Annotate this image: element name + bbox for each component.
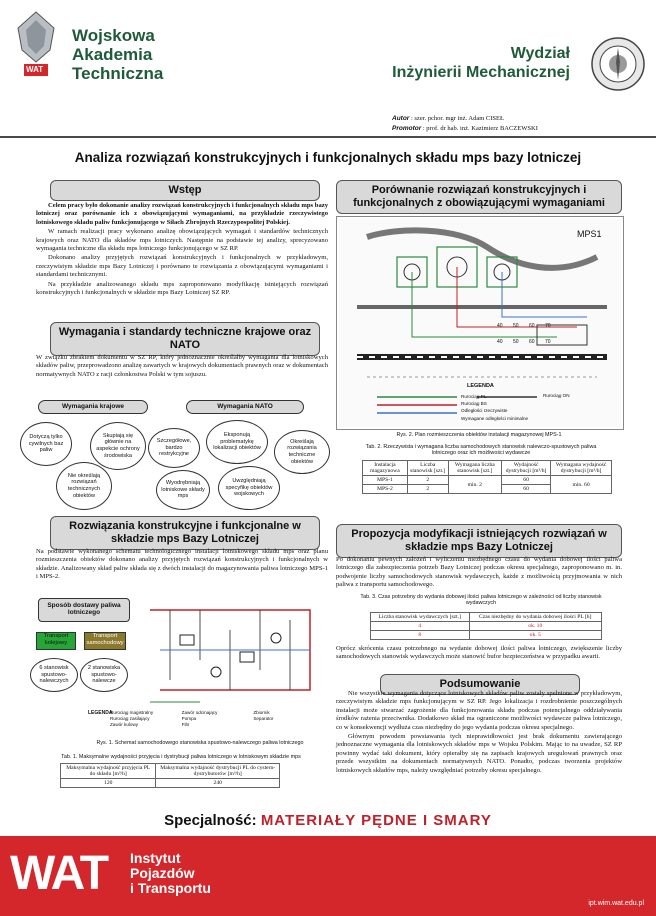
fig1-legend-title: LEGENDA [88, 710, 113, 716]
poster-title: Analiza rozwiązań konstrukcyjnych i funkcjonalnych składu mps bazy lotniczej [74, 150, 582, 165]
speciality-line: Specjalność: MATERIAŁY PĘDNE I SMARY [164, 812, 492, 829]
fig2-caption: Rys. 2. Plan rozmieszczenia obiektów instalacji magazynowej MPS-1 [396, 432, 562, 438]
bubble-nato-1: Szczegółowe, bardzo restrykcyjne [148, 428, 200, 468]
table1: Maksymalna wydajność przyjęcia PL do składu [m³/h] Maksymalna wydajność dystrybucji PL do cystern-dystrybutorów [m³/h] 120 240 [60, 763, 280, 788]
institute-name: Instytut Pojazdów i Transportu [130, 850, 211, 896]
podsumowanie-text: Nie wszystkie wymagania dotyczące lotniskowych składów paliw zostały spełnione w przykładowym, rzeczywistym składzie mps funkcjonującym w SZ RP. Jego lokalizacja i rozdrobnienie poszczególnych instalacji może stwarzać zagrożenie dla funkcjonowania składu podczas potencjalnego oddziaływania środków rażenia przeciwnika. Dodatkowo skład ma ograniczone możliwości wydawcze paliwa lotniczego, co w konsekwencji wydłuża czas niezbędny do jego wydania podczas okresu specjalnego. Głównym powodem powstawania tych nieprawidłowości jest brak dokumentu zawierającego jednoznaczne wymagania dla lotniskowych składów mps w Wojsku Polskim. Mając to na uwadze, SZ RP powinny wydać taki dokument, który opierałby się na zapisach krajowych uregulowań prawnych oraz przede wszystkim na dokumentach normatywnych NATO. Ponadto, podczas tworzenia projektów lotniskowych składów mps, należy uwzględniać potrzeby okresu specjalnego. [336, 690, 622, 774]
map-distance-8: 70 [545, 339, 551, 345]
bubble-nato-2: Wyodrębniają lotniskowe składy mps [156, 470, 210, 510]
rail-transport-box: Transport kolejowy [36, 632, 76, 650]
institute-url: ipt.wim.wat.edu.pl [588, 900, 644, 907]
table2: Instalacja magazynowa Liczba stanowisk [szt.] Wymagana liczba stanowisk [szt.] Wydajność dystrybucji [m³/h] Wymagana wydajność dystrybucji [m³/h] MPS-1 2 min. 2 60 min. 60 MPS-2 2 60 [362, 460, 612, 494]
table3-caption: Tab. 3. Czas potrzebny do wydania dobowej ilości paliwa lotniczego w zależności od liczby stanowisk wydawczych [360, 594, 602, 606]
propozycja-text: Po dokonaniu pewnych założeń i wyliczeniu niezbędnego czasu do wydania dobowej ilości paliwa lotniczego dla zabezpieczenia potrzeb Bazy Lotniczej podczas okresu specjalnego, zaproponowano m. in. podwojenie liczby samochodowych stanowisk wydawczych, każde z możliwością przyjmowania w nich paliwa z transportu samochodowego. [336, 556, 622, 589]
table2-caption: Tab. 2. Rzeczywista i wymagana liczba samochodowych stanowisk nalewczo-spustowych paliwa lotniczego oraz ich możliwości wydawcze [365, 444, 597, 456]
wat-eagle-emblem [6, 6, 66, 86]
wstep-text: Celem pracy było dokonanie analizy rozwiązań konstrukcyjnych i funkcjonalnych składu mps bazy lotniczej oraz porównanie ich z obowiązującymi wymaganiami, na przykładzie rzeczywistego lotniskowego składu paliw funkcjonującego w Siłach Zbrojnych Rzeczypospolitej Polskiej. W ramach realizacji pracy wykonano analizę obowiązujących wymagań i standardów technicznych krajowych oraz NATO dla składów mps lotniczych. Następnie na podstawie tej analizy, sprecyzowano wymagania techniczne dla składu mps lotniczego funkcjonującego w SZ RP. Dokonano analizy przyjętych rozwiązań konstrukcyjnych i funkcjonalnych w przykładowym, rzeczywistym składzie mps Bazy Lotniczej i porównano te rozwiązania z obowiązującymi wymaganiami i standardami technicznymi. Na przykładzie analizowanego składu mps zaproponowano modyfikację istniejących rozwiązań konstrukcyjnych i funkcjonalnych w składzie mps Bazy Lotniczej SZ RP. [36, 202, 328, 297]
map-legend-on: Rurociąg ON [543, 393, 570, 398]
map-distance-4: 70 [545, 323, 551, 329]
section-heading-propozycja: Propozycja modyfikacji istniejących rozwiązań w składzie mps Bazy Lotniczej [336, 524, 622, 558]
table3: Liczba stanowisk wydawczych [szt.] Czas niezbędny do wydania dobowej ilości PL [h] 4 ok. 10 8 ok. 5 [370, 612, 602, 640]
section-heading-wymagania: Wymagania i standardy techniczne krajowe oraz NATO [50, 322, 320, 356]
road-stations-bubble: 2 stanowiska spustowo-nalewcze [80, 658, 128, 692]
wymagania-text: W związku zbrakiem dokumentu w SZ RP, który jednoznacznie określałby wymagania dla lotniskowych składów paliw, przeprowadzono analizę zawartych w krajowych dokumentach prawnych oraz w dokumentach normatywnych NATO z racji członkostwa Polski w tym sojuszu. [36, 354, 328, 378]
map-distance-5: 40 [497, 339, 503, 345]
bubble-nato-5: Określają rozwiązania techniczne obiektów [274, 430, 330, 474]
bubble-nato-3: Eksponują problematykę lokalizacji obiektów [206, 420, 268, 464]
section-heading-porownanie: Porównanie rozwiązań konstrukcyjnych i funkcjonalnych z obowiązującymi wymaganiami [336, 180, 622, 214]
map-distance-7: 60 [529, 339, 535, 345]
header-divider [0, 136, 656, 138]
rozwiazania-text: Na podstawie wykonanego schematu technologicznego instalacji lotniskowego składu mps oraz planu rozmieszczenia obiektów dokonano analizy przyjętych rozwiązań konstrukcyjnych i funkcjonalnych w składzie. Analizowany skład paliw składa się z dwóch instalacji do magazynowania paliwa lotniczego MPS-1 i MPS-2. [36, 548, 328, 581]
faculty-seal-icon [590, 36, 646, 92]
bubble-krajowe-3: Skupiają się głównie na aspekcie ochrony środowiska [90, 422, 146, 470]
site-plan-map [336, 216, 624, 430]
nato-label: Wymagania NATO [186, 400, 304, 414]
map-distance-6: 50 [513, 339, 519, 345]
table1-caption: Tab. 1. Maksymalne wydajności przyjęcia i dystrybucji paliwa lotniczego w lotniskowym składzie mps [61, 754, 301, 760]
faculty-name: Wydział Inżynierii Mechanicznej [392, 45, 570, 81]
map-legend: Rurociąg PL Rurociąg BS Odległości rzeczywiste Wymagane odległości minimalne [461, 394, 529, 421]
fig1-legend: Rurociąg magistralny Rurociąg zasilający Zawór kulowy Zawór odcinający Pompa Filtr Zbiornik Separator [110, 710, 274, 727]
map-label: MPS1 [577, 229, 602, 239]
map-legend-title: LEGENDA [467, 383, 494, 389]
bubble-krajowe-1: Dotyczą tylko cywilnych baz paliw [20, 422, 72, 466]
propozycja-after-text: Oprócz skrócenia czasu potrzebnego na wydanie dobowej ilości paliwa lotniczego, zwiększenie liczby samochodowych stanowisk wydawczych może stanowić bufor bezpieczeństwa w przypadku awarii. [336, 645, 622, 661]
section-heading-rozwiazania: Rozwiązania konstrukcyjne i funkcjonalne w składzie mps Bazy Lotniczej [50, 516, 320, 550]
map-distance-3: 60 [529, 323, 535, 329]
wat-logo: WAT [10, 847, 108, 900]
authors-block: Autor : szer. pchor. mgr inż. Adam CISEŁ Promotor : prof. dr hab. inż. Kazimierz BACZEWSKI [392, 115, 538, 132]
station-schematic [140, 590, 328, 710]
road-transport-box: Transport samochodowy [84, 632, 126, 650]
map-distance-2: 50 [513, 323, 519, 329]
university-name: Wojskowa Akademia Techniczna [72, 26, 164, 83]
rail-stations-bubble: 6 stanowisk spustowo-nalewczych [30, 658, 78, 692]
fig1-caption: Rys. 1. Schemat samochodowego stanowiska spustowo-nalewczego paliwa lotniczego [96, 740, 304, 746]
emblem-label: WAT [26, 65, 44, 74]
section-heading-podsumowanie: Podsumowanie [380, 674, 580, 695]
map-distance-1: 40 [497, 323, 503, 329]
bubble-krajowe-2: Nie określają rozwiązań technicznych obiektów [56, 462, 112, 510]
krajowe-label: Wymagania krajowe [38, 400, 148, 414]
supply-title: Sposób dostawy paliwa lotniczego [38, 598, 130, 622]
section-heading-wstep: Wstęp [50, 180, 320, 201]
bubble-nato-4: Uwzględniają specyfikę obiektów wojskowych [218, 466, 280, 510]
